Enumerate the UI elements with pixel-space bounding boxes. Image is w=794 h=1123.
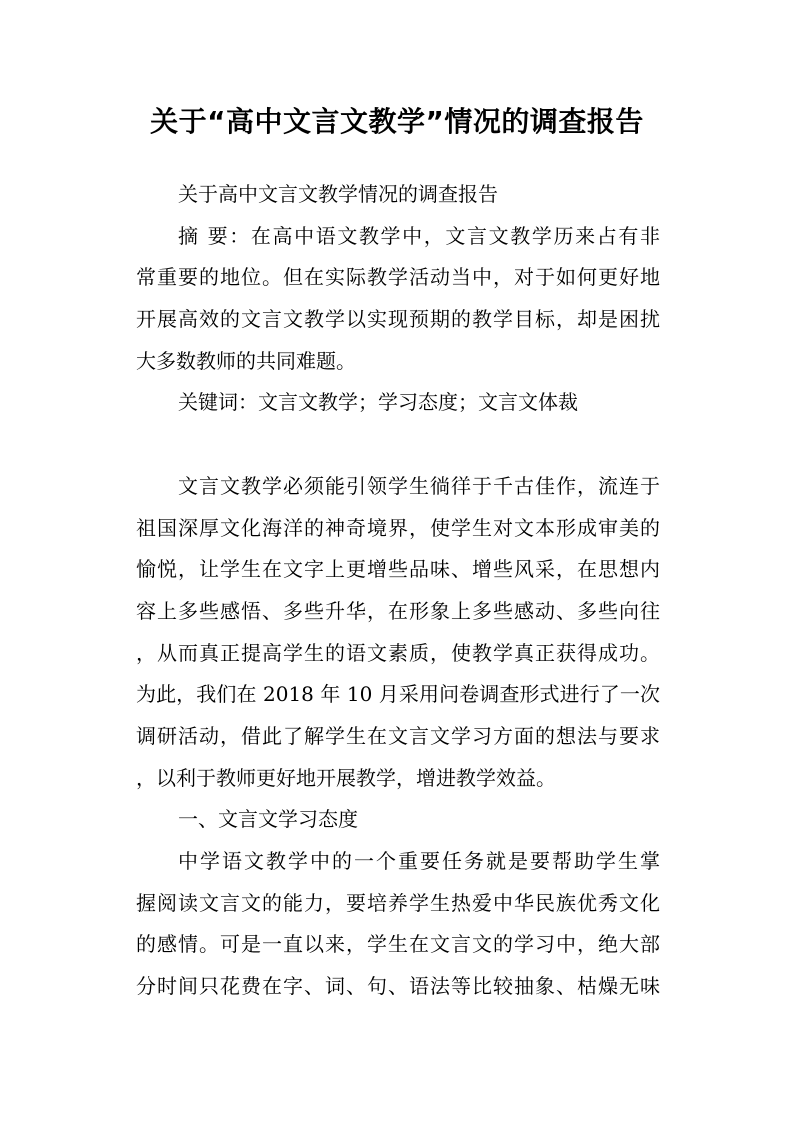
abstract-line: 常重要的地位。但在实际教学活动当中，对于如何更好地: [136, 265, 660, 290]
section-heading: 一、文言文学习态度: [178, 807, 358, 832]
keywords-line: 关键词：文言文教学；学习态度；文言文体裁: [178, 390, 578, 415]
blank-line: [136, 424, 660, 466]
section-line: 的感情。可是一直以来，学生在文言文的学习中，绝大部: [136, 932, 660, 957]
document-body: [136, 174, 660, 1008]
intro-line: 愉悦，让学生在文字上更增些品味、增些风采，在思想内: [136, 557, 660, 582]
section-line: 中学语文教学中的一个重要任务就是要帮助学生掌: [178, 849, 660, 873]
intro-line: ，以利于教师更好地开展教学，增进教学效益。: [136, 765, 556, 790]
intro-line: ，从而真正提高学生的语文素质，使教学真正获得成功。: [136, 640, 660, 665]
subtitle: 关于高中文言文教学情况的调查报告: [178, 182, 498, 206]
document-title: 关于“高中文言文教学”情况的调查报告: [150, 105, 644, 138]
intro-line: 祖国深厚文化海洋的神奇境界，使学生对文本形成审美的: [136, 515, 660, 540]
intro-line: 为此，我们在 2018 年 10 月采用问卷调查形式进行了一次: [136, 682, 660, 707]
intro-line: 调研活动，借此了解学生在文言文学习方面的想法与要求: [136, 723, 660, 748]
section-line: 分时间只花费在字、词、句、语法等比较抽象、枯燥无味: [136, 974, 660, 999]
abstract-line: 大多数教师的共同难题。: [136, 348, 356, 373]
intro-line: 容上多些感悟、多些升华，在形象上多些感动、多些向往: [136, 598, 660, 623]
abstract-line: 开展高效的文言文教学以实现预期的教学目标，却是困扰: [136, 307, 660, 332]
intro-line: 文言文教学必须能引领学生徜徉于千古佳作，流连于: [178, 473, 660, 498]
abstract-line: 摘 要：在高中语文教学中，文言文教学历来占有非: [178, 223, 660, 248]
section-line: 握阅读文言文的能力，要培养学生热爱中华民族优秀文化: [136, 890, 660, 915]
